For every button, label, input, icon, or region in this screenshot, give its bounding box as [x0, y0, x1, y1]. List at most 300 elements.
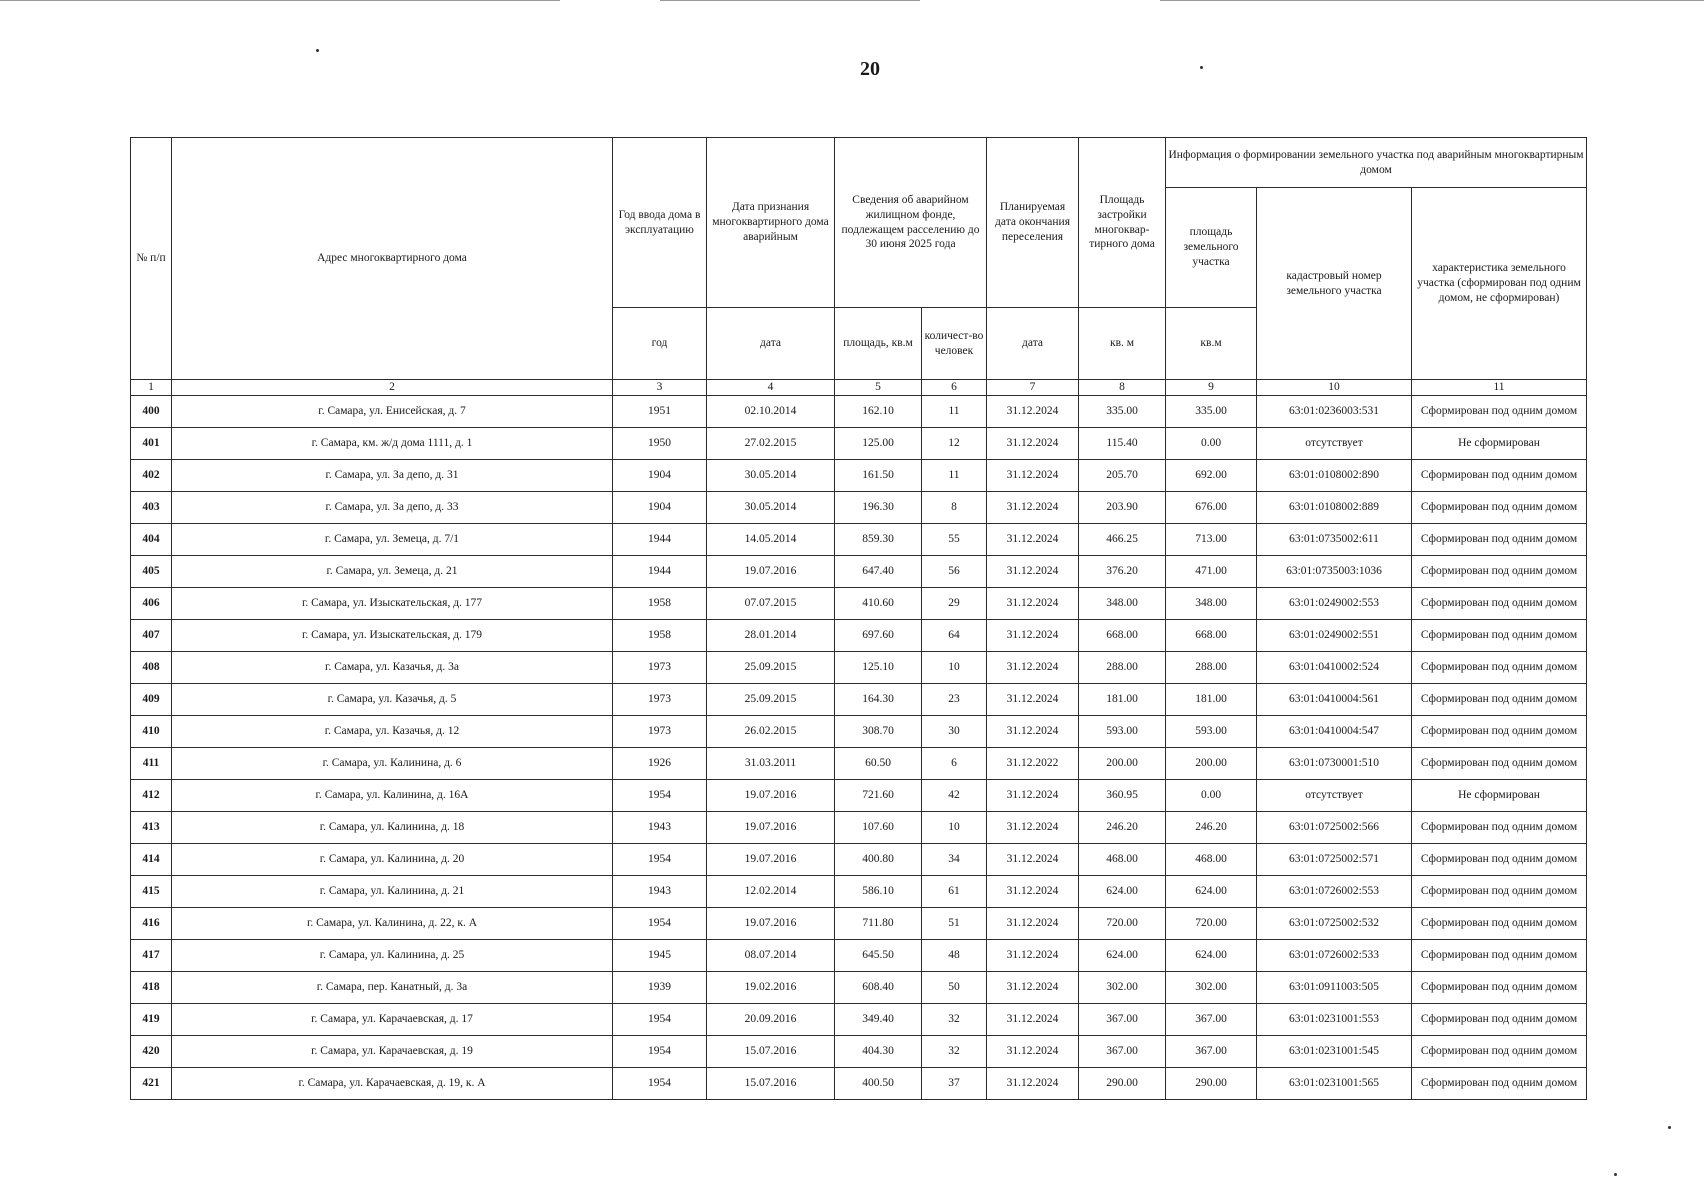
column-number-row — [131, 380, 1587, 396]
row-people: 10 — [922, 651, 987, 683]
row-planned-date: 31.12.2024 — [987, 939, 1079, 971]
row-building-area: 624.00 — [1079, 939, 1166, 971]
row-planned-date: 31.12.2022 — [987, 747, 1079, 779]
row-status: Сформирован под одним домом — [1412, 459, 1587, 491]
row-date-declared: 19.07.2016 — [707, 811, 835, 843]
row-date-declared: 26.02.2015 — [707, 715, 835, 747]
row-area: 859.30 — [835, 523, 922, 555]
row-cadastral: 63:01:0249002:551 — [1257, 619, 1412, 651]
row-cadastral: 63:01:0911003:505 — [1257, 971, 1412, 1003]
row-status: Сформирован под одним домом — [1412, 811, 1587, 843]
header-characteristic: характеристика земельного участка (сформирован под одним домом, не сформирован) — [1412, 188, 1587, 380]
row-planned-date: 31.12.2024 — [987, 875, 1079, 907]
row-cadastral: 63:01:0231001:553 — [1257, 1003, 1412, 1035]
row-year: 1973 — [613, 715, 707, 747]
row-planned-date: 31.12.2024 — [987, 715, 1079, 747]
row-cadastral: 63:01:0108002:889 — [1257, 491, 1412, 523]
column-number: 8 — [1079, 380, 1166, 396]
row-planned-date: 31.12.2024 — [987, 683, 1079, 715]
row-address: г. Самара, ул. Калинина, д. 25 — [172, 939, 613, 971]
row-people: 8 — [922, 491, 987, 523]
table-row — [131, 939, 1587, 971]
row-cadastral: 63:01:0410004:561 — [1257, 683, 1412, 715]
row-year: 1945 — [613, 939, 707, 971]
row-number: 400 — [131, 395, 172, 427]
row-number: 401 — [131, 427, 172, 459]
row-land-area: 468.00 — [1166, 843, 1257, 875]
row-area: 404.30 — [835, 1035, 922, 1067]
row-planned-date: 31.12.2024 — [987, 1003, 1079, 1035]
row-building-area: 115.40 — [1079, 427, 1166, 459]
row-year: 1950 — [613, 427, 707, 459]
row-cadastral: 63:01:0231001:565 — [1257, 1067, 1412, 1099]
row-date-declared: 19.07.2016 — [707, 779, 835, 811]
row-building-area: 360.95 — [1079, 779, 1166, 811]
column-number: 5 — [835, 380, 922, 396]
row-address: г. Самара, ул. Казачья, д. 12 — [172, 715, 613, 747]
table-row — [131, 1067, 1587, 1099]
scan-edge-line — [1160, 0, 1704, 1]
table-row — [131, 587, 1587, 619]
row-building-area: 348.00 — [1079, 587, 1166, 619]
row-cadastral: 63:01:0231001:545 — [1257, 1035, 1412, 1067]
row-people: 56 — [922, 555, 987, 587]
row-cadastral: 63:01:0726002:533 — [1257, 939, 1412, 971]
row-date-declared: 19.07.2016 — [707, 555, 835, 587]
row-cadastral: 63:01:0725002:571 — [1257, 843, 1412, 875]
row-area: 162.10 — [835, 395, 922, 427]
row-land-area: 668.00 — [1166, 619, 1257, 651]
row-status: Сформирован под одним домом — [1412, 1003, 1587, 1035]
row-date-declared: 25.09.2015 — [707, 651, 835, 683]
table-row — [131, 651, 1587, 683]
row-address: г. Самара, ул. Карачаевская, д. 19, к. А — [172, 1067, 613, 1099]
row-land-area: 624.00 — [1166, 875, 1257, 907]
row-people: 64 — [922, 619, 987, 651]
row-number: 414 — [131, 843, 172, 875]
row-land-area: 593.00 — [1166, 715, 1257, 747]
row-cadastral: 63:01:0249002:553 — [1257, 587, 1412, 619]
row-building-area: 468.00 — [1079, 843, 1166, 875]
column-number: 3 — [613, 380, 707, 396]
row-building-area: 624.00 — [1079, 875, 1166, 907]
row-people: 11 — [922, 395, 987, 427]
row-status: Не сформирован — [1412, 427, 1587, 459]
row-date-declared: 20.09.2016 — [707, 1003, 835, 1035]
row-number: 405 — [131, 555, 172, 587]
row-year: 1973 — [613, 683, 707, 715]
row-year: 1954 — [613, 1035, 707, 1067]
row-address: г. Самара, ул. Карачаевская, д. 17 — [172, 1003, 613, 1035]
row-people: 29 — [922, 587, 987, 619]
table-row — [131, 491, 1587, 523]
row-planned-date: 31.12.2024 — [987, 491, 1079, 523]
unit-date: дата — [707, 308, 835, 380]
header-address: Адрес многоквартирного дома — [172, 138, 613, 380]
row-status: Сформирован под одним домом — [1412, 843, 1587, 875]
row-planned-date: 31.12.2024 — [987, 395, 1079, 427]
row-number: 418 — [131, 971, 172, 1003]
table-row — [131, 619, 1587, 651]
row-address: г. Самара, ул. Земеца, д. 7/1 — [172, 523, 613, 555]
column-number: 1 — [131, 380, 172, 396]
row-area: 400.80 — [835, 843, 922, 875]
row-cadastral: 63:01:0410002:524 — [1257, 651, 1412, 683]
row-people: 51 — [922, 907, 987, 939]
row-number: 404 — [131, 523, 172, 555]
row-number: 412 — [131, 779, 172, 811]
row-area: 161.50 — [835, 459, 922, 491]
row-address: г. Самара, ул. Калинина, д. 22, к. А — [172, 907, 613, 939]
row-land-area: 290.00 — [1166, 1067, 1257, 1099]
row-building-area: 593.00 — [1079, 715, 1166, 747]
row-area: 60.50 — [835, 747, 922, 779]
row-date-declared: 07.07.2015 — [707, 587, 835, 619]
row-status: Сформирован под одним домом — [1412, 1067, 1587, 1099]
row-land-area: 200.00 — [1166, 747, 1257, 779]
row-building-area: 181.00 — [1079, 683, 1166, 715]
row-people: 34 — [922, 843, 987, 875]
row-number: 407 — [131, 619, 172, 651]
row-number: 417 — [131, 939, 172, 971]
row-building-area: 367.00 — [1079, 1035, 1166, 1067]
row-status: Сформирован под одним домом — [1412, 875, 1587, 907]
row-year: 1958 — [613, 587, 707, 619]
table-row — [131, 875, 1587, 907]
row-building-area: 376.20 — [1079, 555, 1166, 587]
row-land-area: 471.00 — [1166, 555, 1257, 587]
row-building-area: 720.00 — [1079, 907, 1166, 939]
row-address: г. Самара, ул. Калинина, д. 6 — [172, 747, 613, 779]
table-row — [131, 747, 1587, 779]
row-building-area: 290.00 — [1079, 1067, 1166, 1099]
unit-sqm-land: кв.м — [1166, 308, 1257, 380]
row-building-area: 302.00 — [1079, 971, 1166, 1003]
row-land-area: 246.20 — [1166, 811, 1257, 843]
table-row — [131, 523, 1587, 555]
column-number: 2 — [172, 380, 613, 396]
row-address: г. Самара, км. ж/д дома 1111, д. 1 — [172, 427, 613, 459]
row-people: 10 — [922, 811, 987, 843]
row-year: 1954 — [613, 907, 707, 939]
row-land-area: 302.00 — [1166, 971, 1257, 1003]
row-address: г. Самара, ул. Калинина, д. 16А — [172, 779, 613, 811]
table-body — [131, 395, 1587, 1099]
row-area: 400.50 — [835, 1067, 922, 1099]
row-people: 50 — [922, 971, 987, 1003]
row-date-declared: 28.01.2014 — [707, 619, 835, 651]
row-status: Сформирован под одним домом — [1412, 907, 1587, 939]
row-cadastral: 63:01:0726002:553 — [1257, 875, 1412, 907]
scan-speck — [1668, 1126, 1671, 1129]
row-date-declared: 08.07.2014 — [707, 939, 835, 971]
row-address: г. Самара, ул. Земеца, д. 21 — [172, 555, 613, 587]
row-area: 645.50 — [835, 939, 922, 971]
row-address: г. Самара, ул. Енисейская, д. 7 — [172, 395, 613, 427]
row-cadastral: 63:01:0410004:547 — [1257, 715, 1412, 747]
table-row — [131, 427, 1587, 459]
row-area: 647.40 — [835, 555, 922, 587]
row-status: Сформирован под одним домом — [1412, 683, 1587, 715]
row-status: Сформирован под одним домом — [1412, 971, 1587, 1003]
row-cadastral: 63:01:0236003:531 — [1257, 395, 1412, 427]
row-status: Сформирован под одним домом — [1412, 747, 1587, 779]
row-number: 410 — [131, 715, 172, 747]
row-planned-date: 31.12.2024 — [987, 907, 1079, 939]
row-year: 1904 — [613, 459, 707, 491]
row-planned-date: 31.12.2024 — [987, 843, 1079, 875]
row-number: 415 — [131, 875, 172, 907]
row-building-area: 205.70 — [1079, 459, 1166, 491]
row-land-area: 0.00 — [1166, 779, 1257, 811]
row-building-area: 335.00 — [1079, 395, 1166, 427]
table-row — [131, 779, 1587, 811]
row-status: Сформирован под одним домом — [1412, 619, 1587, 651]
row-status: Сформирован под одним домом — [1412, 555, 1587, 587]
row-year: 1973 — [613, 651, 707, 683]
row-planned-date: 31.12.2024 — [987, 619, 1079, 651]
table-row — [131, 555, 1587, 587]
row-area: 410.60 — [835, 587, 922, 619]
row-status: Сформирован под одним домом — [1412, 1035, 1587, 1067]
row-number: 402 — [131, 459, 172, 491]
row-address: г. Самара, ул. Изыскательская, д. 179 — [172, 619, 613, 651]
row-address: г. Самара, ул. Карачаевская, д. 19 — [172, 1035, 613, 1067]
row-year: 1943 — [613, 811, 707, 843]
row-address: г. Самара, пер. Канатный, д. 3а — [172, 971, 613, 1003]
row-people: 32 — [922, 1003, 987, 1035]
row-number: 421 — [131, 1067, 172, 1099]
row-area: 697.60 — [835, 619, 922, 651]
row-year: 1944 — [613, 523, 707, 555]
column-number: 10 — [1257, 380, 1412, 396]
row-area: 125.10 — [835, 651, 922, 683]
header-year-built: Год ввода дома в эксплуатацию — [613, 138, 707, 308]
row-building-area: 668.00 — [1079, 619, 1166, 651]
row-date-declared: 12.02.2014 — [707, 875, 835, 907]
row-number: 409 — [131, 683, 172, 715]
row-area: 721.60 — [835, 779, 922, 811]
row-area: 196.30 — [835, 491, 922, 523]
row-cadastral: отсутствует — [1257, 427, 1412, 459]
emergency-housing-table — [130, 137, 1587, 1100]
row-cadastral: 63:01:0735002:611 — [1257, 523, 1412, 555]
row-date-declared: 31.03.2011 — [707, 747, 835, 779]
row-date-declared: 19.07.2016 — [707, 907, 835, 939]
row-people: 6 — [922, 747, 987, 779]
row-year: 1939 — [613, 971, 707, 1003]
row-area: 349.40 — [835, 1003, 922, 1035]
row-land-area: 335.00 — [1166, 395, 1257, 427]
row-planned-date: 31.12.2024 — [987, 651, 1079, 683]
row-date-declared: 02.10.2014 — [707, 395, 835, 427]
row-planned-date: 31.12.2024 — [987, 811, 1079, 843]
row-building-area: 367.00 — [1079, 1003, 1166, 1035]
table-row — [131, 715, 1587, 747]
row-land-area: 676.00 — [1166, 491, 1257, 523]
row-date-declared: 25.09.2015 — [707, 683, 835, 715]
row-number: 408 — [131, 651, 172, 683]
row-year: 1954 — [613, 779, 707, 811]
unit-year: год — [613, 308, 707, 380]
row-planned-date: 31.12.2024 — [987, 555, 1079, 587]
row-number: 406 — [131, 587, 172, 619]
header-housing-info: Сведения об аварийном жилищном фонде, подлежащем расселению до 30 июня 2025 года — [835, 138, 987, 308]
row-date-declared: 30.05.2014 — [707, 491, 835, 523]
row-year: 1951 — [613, 395, 707, 427]
row-year: 1954 — [613, 1003, 707, 1035]
column-number: 4 — [707, 380, 835, 396]
row-area: 107.60 — [835, 811, 922, 843]
row-land-area: 367.00 — [1166, 1035, 1257, 1067]
row-number: 419 — [131, 1003, 172, 1035]
row-people: 61 — [922, 875, 987, 907]
row-building-area: 200.00 — [1079, 747, 1166, 779]
row-date-declared: 15.07.2016 — [707, 1067, 835, 1099]
header-planned-date: Планируемая дата окончания переселения — [987, 138, 1079, 308]
row-address: г. Самара, ул. Калинина, д. 18 — [172, 811, 613, 843]
unit-date-planned: дата — [987, 308, 1079, 380]
row-cadastral: 63:01:0108002:890 — [1257, 459, 1412, 491]
row-people: 12 — [922, 427, 987, 459]
row-area: 125.00 — [835, 427, 922, 459]
row-status: Сформирован под одним домом — [1412, 491, 1587, 523]
row-number: 416 — [131, 907, 172, 939]
header-date-declared: Дата признания многоквартирного дома аварийным — [707, 138, 835, 308]
scan-edge-line — [660, 0, 920, 1]
header-num: № п/п — [131, 138, 172, 380]
column-number: 11 — [1412, 380, 1587, 396]
row-number: 403 — [131, 491, 172, 523]
row-area: 608.40 — [835, 971, 922, 1003]
row-planned-date: 31.12.2024 — [987, 523, 1079, 555]
row-number: 413 — [131, 811, 172, 843]
row-land-area: 692.00 — [1166, 459, 1257, 491]
row-number: 420 — [131, 1035, 172, 1067]
row-area: 164.30 — [835, 683, 922, 715]
row-land-area: 348.00 — [1166, 587, 1257, 619]
row-planned-date: 31.12.2024 — [987, 459, 1079, 491]
table-row — [131, 1035, 1587, 1067]
row-year: 1904 — [613, 491, 707, 523]
row-status: Сформирован под одним домом — [1412, 395, 1587, 427]
row-address: г. Самара, ул. За депо, д. 31 — [172, 459, 613, 491]
row-year: 1954 — [613, 1067, 707, 1099]
row-land-area: 713.00 — [1166, 523, 1257, 555]
row-year: 1926 — [613, 747, 707, 779]
row-area: 586.10 — [835, 875, 922, 907]
unit-people: количест-во человек — [922, 308, 987, 380]
table-row — [131, 843, 1587, 875]
header-land-area: площадь земельного участка — [1166, 188, 1257, 308]
table-row — [131, 907, 1587, 939]
row-building-area: 288.00 — [1079, 651, 1166, 683]
table-row — [131, 459, 1587, 491]
row-area: 711.80 — [835, 907, 922, 939]
column-number: 7 — [987, 380, 1079, 396]
column-number: 9 — [1166, 380, 1257, 396]
row-date-declared: 19.07.2016 — [707, 843, 835, 875]
page-number: 20 — [860, 58, 880, 80]
row-year: 1954 — [613, 843, 707, 875]
row-building-area: 466.25 — [1079, 523, 1166, 555]
row-people: 48 — [922, 939, 987, 971]
row-planned-date: 31.12.2024 — [987, 1067, 1079, 1099]
row-people: 30 — [922, 715, 987, 747]
row-date-declared: 14.05.2014 — [707, 523, 835, 555]
scan-speck — [316, 49, 319, 52]
row-land-area: 720.00 — [1166, 907, 1257, 939]
table-row — [131, 683, 1587, 715]
row-number: 411 — [131, 747, 172, 779]
row-cadastral: 63:01:0730001:510 — [1257, 747, 1412, 779]
row-cadastral: 63:01:0725002:532 — [1257, 907, 1412, 939]
scan-edge-line — [0, 0, 560, 1]
table-row — [131, 395, 1587, 427]
row-people: 11 — [922, 459, 987, 491]
row-status: Не сформирован — [1412, 779, 1587, 811]
row-cadastral: 63:01:0725002:566 — [1257, 811, 1412, 843]
header-building-area: Площадь застройки многоквар-тирного дома — [1079, 138, 1166, 308]
row-land-area: 367.00 — [1166, 1003, 1257, 1035]
row-status: Сформирован под одним домом — [1412, 939, 1587, 971]
row-people: 23 — [922, 683, 987, 715]
row-date-declared: 30.05.2014 — [707, 459, 835, 491]
row-address: г. Самара, ул. Изыскательская, д. 177 — [172, 587, 613, 619]
row-land-area: 624.00 — [1166, 939, 1257, 971]
row-address: г. Самара, ул. Калинина, д. 20 — [172, 843, 613, 875]
column-number: 6 — [922, 380, 987, 396]
row-year: 1958 — [613, 619, 707, 651]
header-land-info: Информация о формировании земельного участка под аварийным многоквартирным домом — [1166, 138, 1587, 188]
table-row — [131, 971, 1587, 1003]
row-people: 42 — [922, 779, 987, 811]
row-address: г. Самара, ул. Калинина, д. 21 — [172, 875, 613, 907]
row-planned-date: 31.12.2024 — [987, 779, 1079, 811]
row-people: 55 — [922, 523, 987, 555]
row-status: Сформирован под одним домом — [1412, 587, 1587, 619]
row-planned-date: 31.12.2024 — [987, 1035, 1079, 1067]
header-cadastral: кадастровый номер земельного участка — [1257, 188, 1412, 380]
row-land-area: 288.00 — [1166, 651, 1257, 683]
row-date-declared: 27.02.2015 — [707, 427, 835, 459]
row-cadastral: отсутствует — [1257, 779, 1412, 811]
row-status: Сформирован под одним домом — [1412, 715, 1587, 747]
row-date-declared: 15.07.2016 — [707, 1035, 835, 1067]
unit-sqm: кв. м — [1079, 308, 1166, 380]
row-address: г. Самара, ул. За депо, д. 33 — [172, 491, 613, 523]
table-row — [131, 811, 1587, 843]
row-building-area: 203.90 — [1079, 491, 1166, 523]
row-planned-date: 31.12.2024 — [987, 587, 1079, 619]
row-building-area: 246.20 — [1079, 811, 1166, 843]
row-land-area: 181.00 — [1166, 683, 1257, 715]
row-people: 32 — [922, 1035, 987, 1067]
table-row — [131, 1003, 1587, 1035]
row-planned-date: 31.12.2024 — [987, 971, 1079, 1003]
row-date-declared: 19.02.2016 — [707, 971, 835, 1003]
row-area: 308.70 — [835, 715, 922, 747]
row-land-area: 0.00 — [1166, 427, 1257, 459]
scan-speck — [1614, 1173, 1617, 1176]
row-year: 1944 — [613, 555, 707, 587]
row-address: г. Самара, ул. Казачья, д. 5 — [172, 683, 613, 715]
row-year: 1943 — [613, 875, 707, 907]
row-cadastral: 63:01:0735003:1036 — [1257, 555, 1412, 587]
row-address: г. Самара, ул. Казачья, д. 3а — [172, 651, 613, 683]
row-planned-date: 31.12.2024 — [987, 427, 1079, 459]
row-people: 37 — [922, 1067, 987, 1099]
